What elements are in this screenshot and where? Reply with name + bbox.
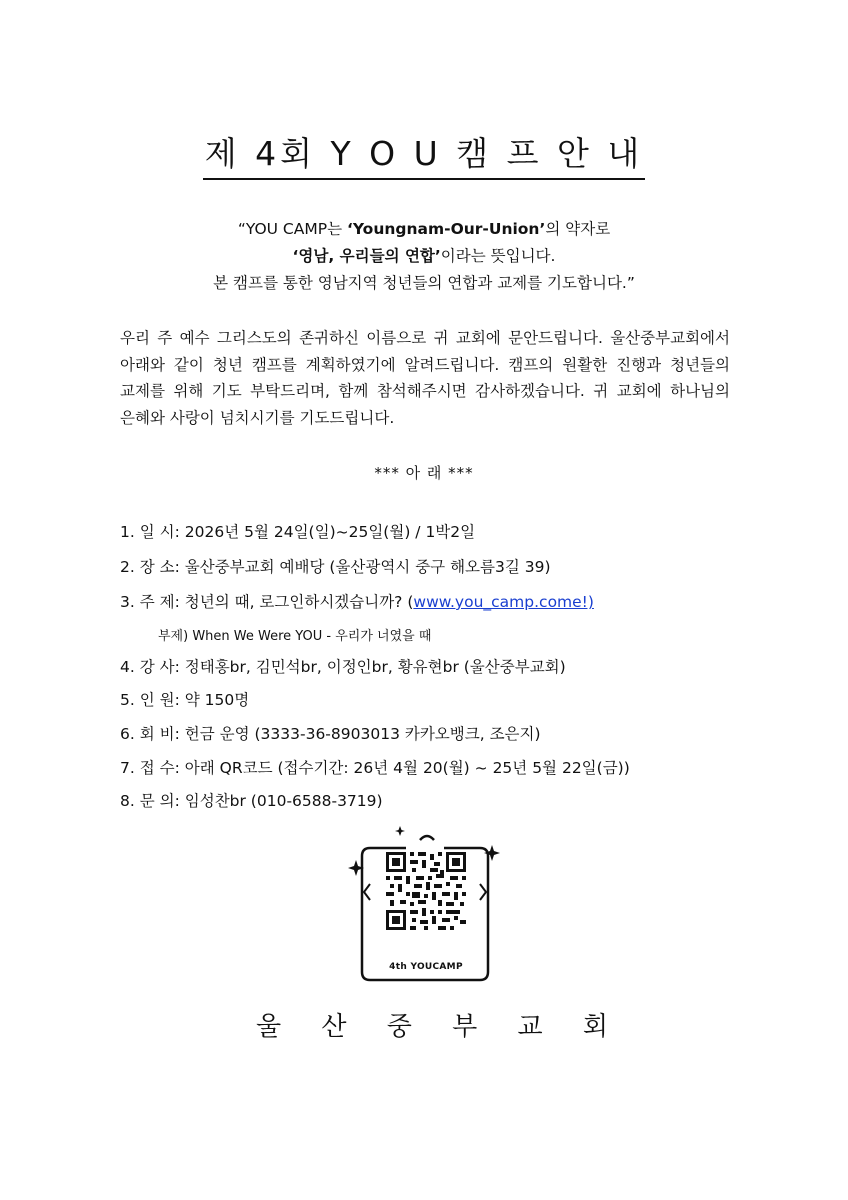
notice-heading: *** 아 래 *** xyxy=(374,464,474,482)
qr-code-icon xyxy=(386,852,466,930)
detail-label: 5. 인 원: xyxy=(120,691,180,709)
detail-value: 정태홍br, 김민석br, 이정인br, 황유현br (울산중부교회) xyxy=(184,658,566,676)
intro-quote xyxy=(0,216,848,297)
detail-item-place xyxy=(120,557,551,577)
intro-paragraph: 우리 주 예수 그리스도의 존귀하신 이름으로 귀 교회에 문안드립니다. 울산중부교회에서 아래와 같이 청년 캠프를 계획하였기에 알려드립니다. 캠프의 원활한 진행과 청년들의 교제를 위해 기도 부탁드리며, 함께 참석해주시면 감사하겠습니다. 귀 교회에 하나님의 은혜와 사랑이 넘치시기를 기도드립니다. xyxy=(120,329,730,427)
page-title xyxy=(0,133,848,180)
detail-item-theme xyxy=(120,592,594,612)
detail-value: 2026년 5월 24일(일)~25일(월) / 1박2일 xyxy=(184,523,476,541)
detail-subtitle: 부제) When We Were YOU - 우리가 너였을 때 xyxy=(158,629,432,644)
detail-item-fee xyxy=(120,724,541,744)
detail-label: 4. 강 사: xyxy=(120,658,180,676)
detail-value: 헌금 운영 (3333-36-8903013 카카오뱅크, 조은지) xyxy=(184,725,541,743)
quote-line-2-bold: ‘영남, 우리들의 연합’ xyxy=(292,247,441,265)
quote-line-1 xyxy=(0,216,848,243)
detail-item-registration xyxy=(120,758,630,778)
qr-label: 4th YOUCAMP xyxy=(389,962,463,972)
quote-line-1-bold: ‘Youngnam-Our-Union’ xyxy=(346,220,546,238)
detail-label: 7. 접 수: xyxy=(120,759,180,777)
detail-item-contact xyxy=(120,791,383,811)
detail-label: 8. 문 의: xyxy=(120,792,180,810)
detail-label: 3. 주 제: xyxy=(120,593,180,611)
detail-label: 6. 회 비: xyxy=(120,725,180,743)
quote-line-1-post: 의 약자로 xyxy=(545,220,611,238)
detail-item-attendance xyxy=(120,690,249,710)
arc-icon xyxy=(420,836,434,840)
page-title-text: 제 4회 Y O U 캠 프 안 내 xyxy=(203,133,645,180)
detail-value: 청년의 때, 로그인하시겠습니까? ( xyxy=(184,593,414,611)
detail-value: 울산중부교회 예배당 (울산광역시 중구 해오름3길 39) xyxy=(184,558,551,576)
detail-item-speakers xyxy=(120,657,566,677)
sparkle-icon xyxy=(395,826,405,836)
detail-value: 아래 QR코드 (접수기간: 26년 4월 20(월) ~ 25년 5월 22일(금)) xyxy=(184,759,630,777)
quote-line-3: 본 캠프를 통한 영남지역 청년들의 연합과 교제를 기도합니다.” xyxy=(213,274,635,292)
quote-line-2-post: 이라는 뜻입니다. xyxy=(440,247,556,265)
chevron-left-icon xyxy=(364,884,370,900)
theme-link[interactable]: www.you_camp.come!) xyxy=(413,593,594,611)
detail-label: 1. 일 시: xyxy=(120,523,180,541)
chevron-right-icon xyxy=(480,884,486,900)
detail-item-date xyxy=(120,522,475,542)
detail-value: 임성찬br (010-6588-3719) xyxy=(184,792,383,810)
quote-line-1-pre: “YOU CAMP는 xyxy=(237,220,347,238)
detail-label: 2. 장 소: xyxy=(120,558,180,576)
detail-value: 약 150명 xyxy=(184,691,250,709)
quote-line-2 xyxy=(0,243,848,270)
church-name: 울 산 중 부 교 회 xyxy=(255,1012,625,1042)
